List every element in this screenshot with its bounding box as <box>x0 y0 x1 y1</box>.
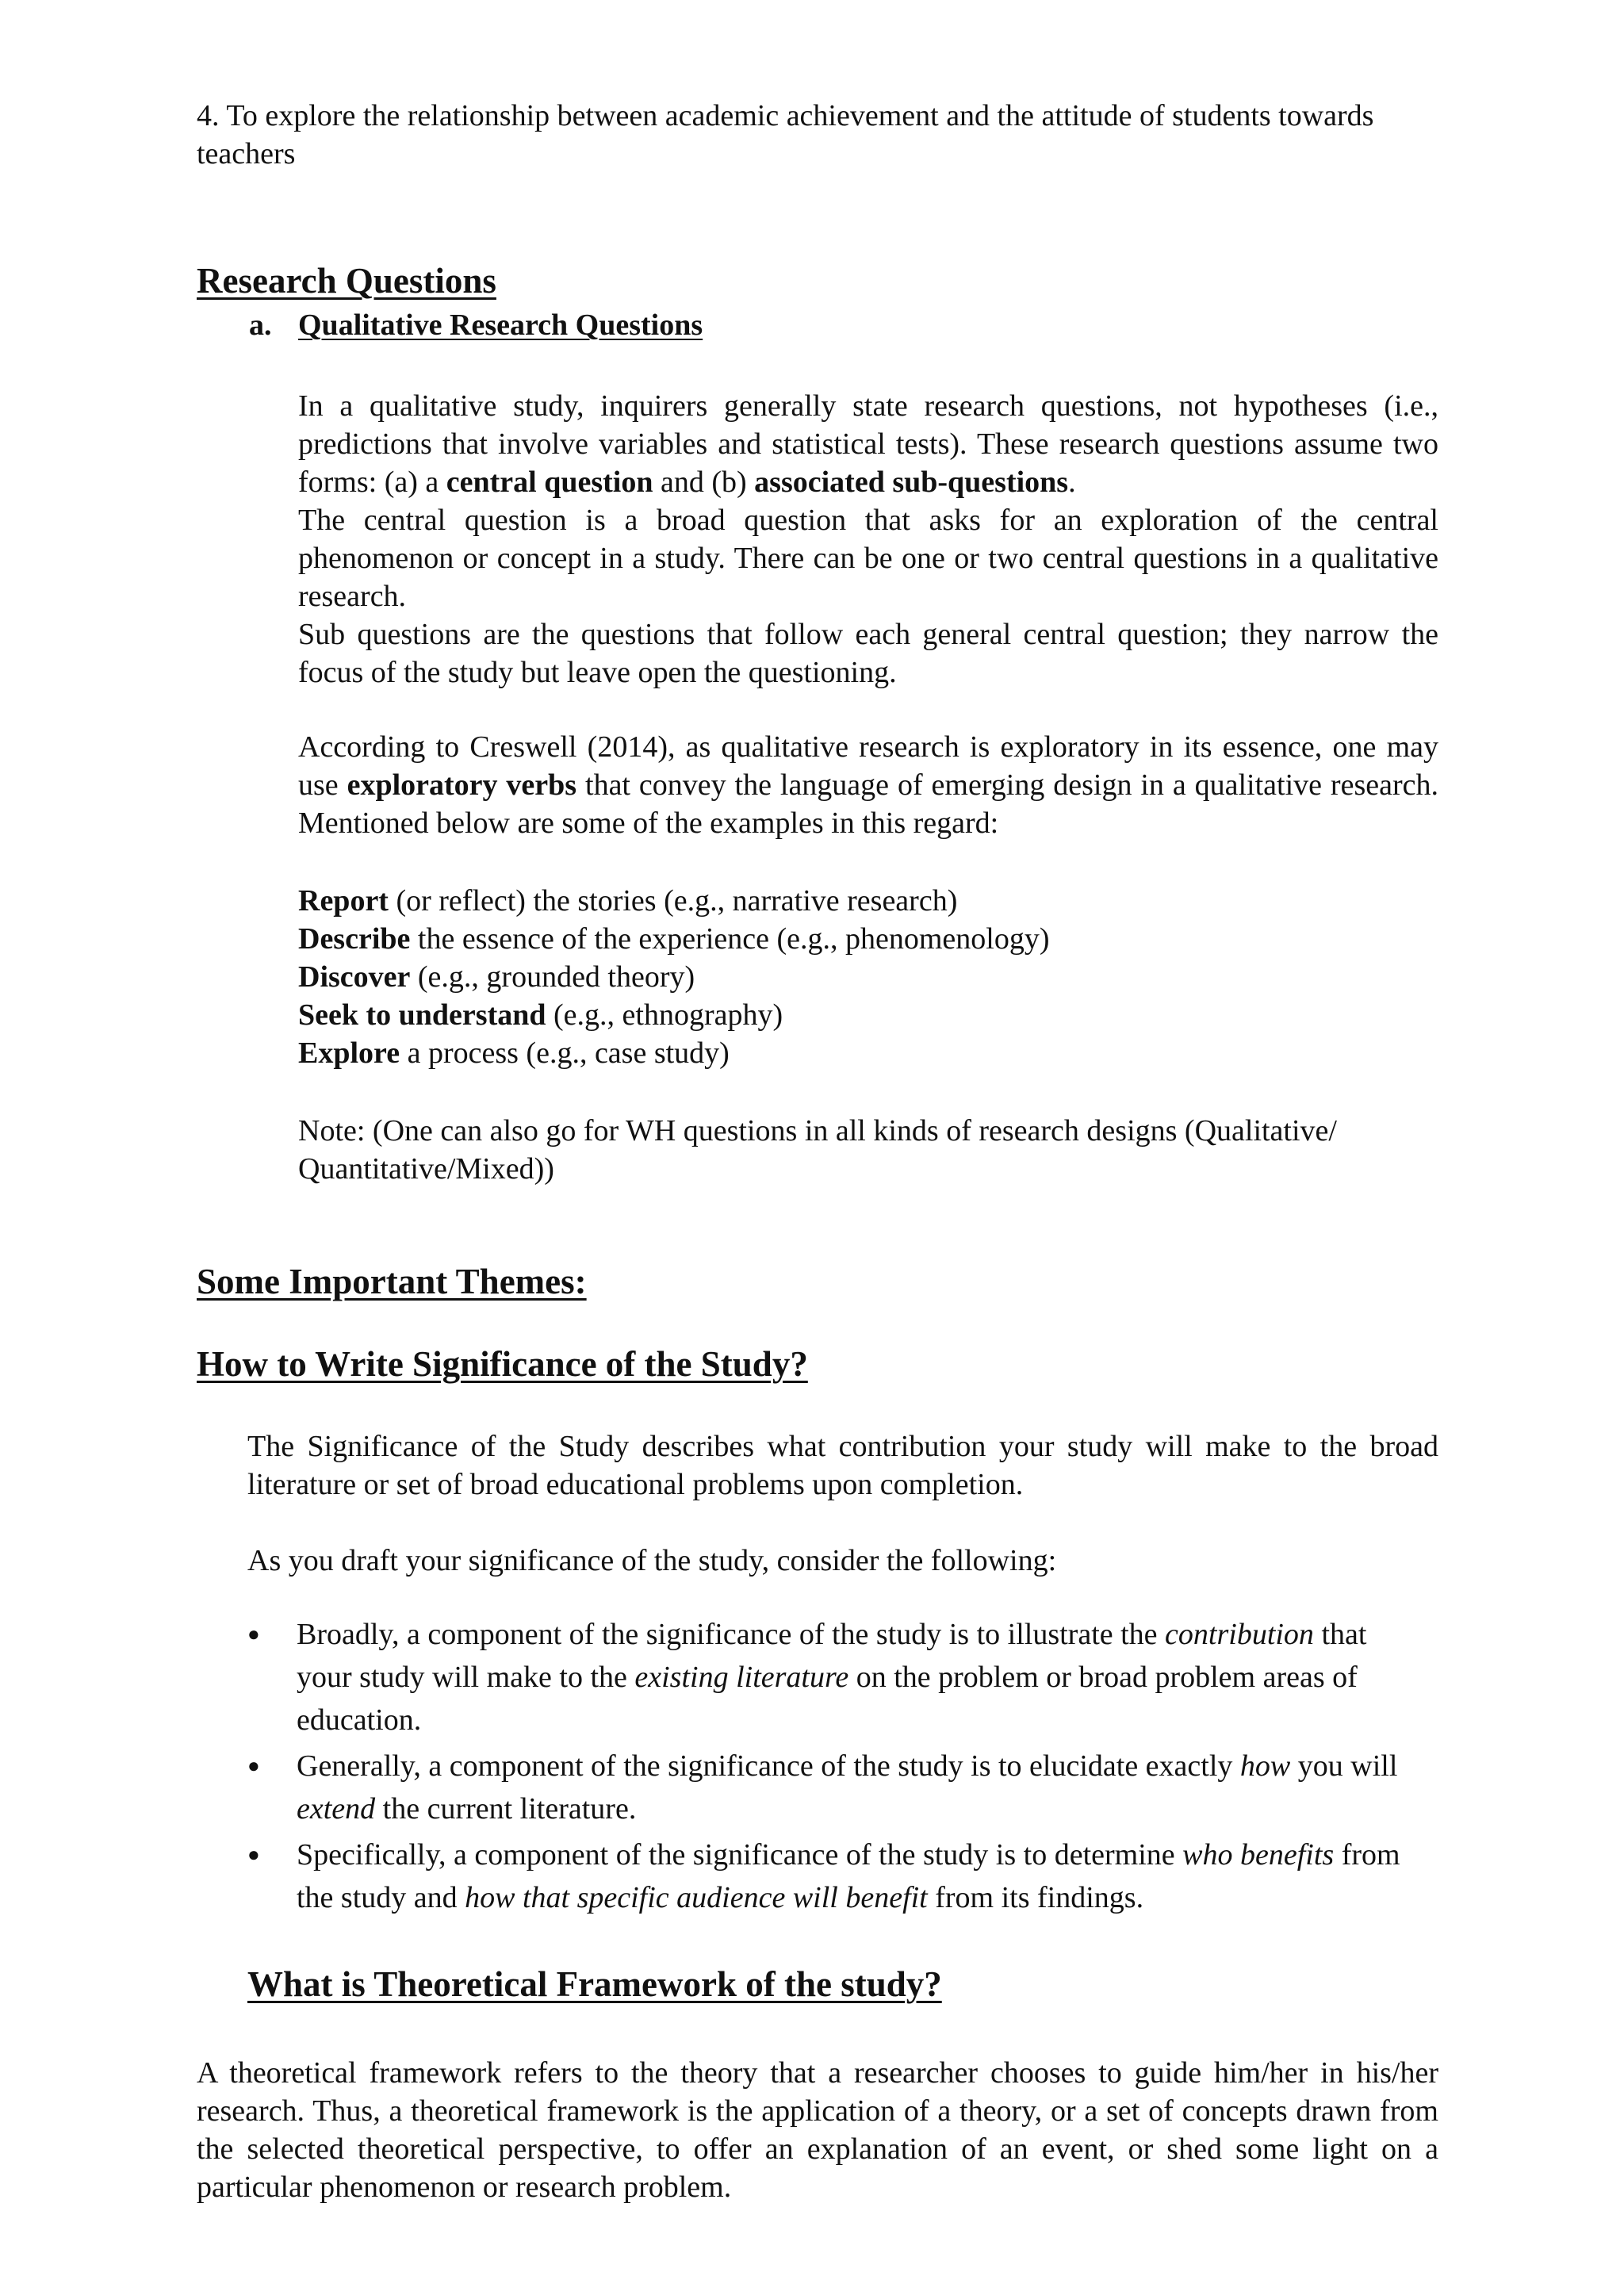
qualitative-marker: a. <box>249 308 272 342</box>
bullet-item <box>247 1745 1413 1830</box>
bullet-2-text-3: the current literature. <box>375 1792 637 1826</box>
significance-bullet-list <box>247 1613 1413 1922</box>
rq-p1-text-3: . <box>1068 466 1076 499</box>
bullet-3-text-1: Specifically, a component of the significance of the study is to determine <box>297 1838 1183 1872</box>
rq-p4-text-1: According to Creswell (2014), as qualitative research is exploratory in its essence, one may use <box>298 730 1438 802</box>
bullet-3-italic-2: how that specific audience will benefit <box>465 1881 928 1914</box>
objective-4: 4. To explore the relationship between academic achievement and the attitude of students towards teachers <box>197 99 1374 170</box>
significance-heading: How to Write Significance of the Study? <box>197 1344 808 1384</box>
significance-paragraph-1: The Significance of the Study describes what contribution your study will make to the broad literature or set of broad educational problems upon completion. <box>247 1430 1438 1501</box>
verb-rest: (e.g., grounded theory) <box>410 960 695 994</box>
exploratory-verbs-term: exploratory verbs <box>347 768 577 802</box>
bullet-2-text-2: you will <box>1290 1749 1398 1783</box>
verb-rest: the essence of the experience (e.g., phenomenology) <box>410 922 1050 956</box>
bullet-3-text-3: from its findings. <box>927 1881 1144 1914</box>
rq-paragraph-2: The central question is a broad question that asks for an exploration of the central phenomenon or concept in a study. There can be one or two central questions in a qualitative research. <box>298 504 1438 613</box>
verb-rest: (or reflect) the stories (e.g., narrative research) <box>388 884 958 918</box>
bullet-2-italic-1: how <box>1239 1749 1291 1783</box>
verb-term: Report <box>298 884 389 918</box>
bullet-1-text-3: on the problem or broad problem areas of education. <box>297 1661 1358 1737</box>
rq-p4-text-2: that convey the language of emerging design in a qualitative research. Mentioned below are some of the examples in this regard: <box>298 768 1438 840</box>
bullet-item <box>247 1833 1413 1919</box>
verb-item <box>298 958 1438 996</box>
bullet-1-text-1: Broadly, a component of the significance of the study is to illustrate the <box>297 1618 1166 1651</box>
rq-p1-text-1: In a qualitative study, inquirers generally state research questions, not hypotheses (i.e., predictions that involve variables and statistical tests). These research questions assume two forms: (a) a <box>298 389 1438 499</box>
bullet-1-italic-2: existing literature <box>634 1661 849 1694</box>
exploratory-verbs-list <box>298 882 1438 1072</box>
sub-questions-term: associated sub-questions <box>754 466 1069 499</box>
bullet-1-italic-1: contribution <box>1165 1618 1314 1651</box>
verb-item <box>298 996 1438 1034</box>
bullet-item <box>247 1613 1413 1741</box>
verb-item <box>298 882 1438 920</box>
wh-questions-note: Note: (One can also go for WH questions in all kinds of research designs (Qualitative/ Quantitative/Mixed)) <box>298 1114 1337 1186</box>
rq-paragraph-1 <box>298 387 1438 501</box>
bullet-dot-icon: ● <box>247 1843 260 1866</box>
bullet-1-text-2: that your study will make to the <box>297 1618 1367 1694</box>
bullet-3-italic-1: who benefits <box>1182 1838 1335 1872</box>
rq-paragraph-4 <box>298 728 1438 842</box>
research-questions-heading: Research Questions <box>197 261 496 301</box>
bullet-2-italic-2: extend <box>297 1792 376 1826</box>
rq-paragraph-3: Sub questions are the questions that follow each general central question; they narrow the focus of the study but leave open the questioning. <box>298 618 1438 689</box>
verb-term: Explore <box>298 1036 400 1070</box>
verb-term: Describe <box>298 922 411 956</box>
some-important-themes-heading: Some Important Themes: <box>197 1262 587 1301</box>
central-question-term: central question <box>446 466 653 499</box>
verb-term: Discover <box>298 960 411 994</box>
theoretical-framework-paragraph: A theoretical framework refers to the theory that a researcher chooses to guide him/her in his/her research. Thus, a theoretical framework is the application of a theory, or a set of concepts drawn from the selected theoretical perspective, to offer an explanation of an event, or shed some light on a particular phenomenon or research problem. <box>197 2056 1438 2204</box>
bullet-dot-icon: ● <box>247 1623 260 1646</box>
verb-rest: a process (e.g., case study) <box>400 1036 730 1070</box>
theoretical-framework-heading: What is Theoretical Framework of the study? <box>247 1964 942 2004</box>
bullet-3-text-2: from the study and <box>297 1838 1400 1914</box>
verb-item <box>298 920 1438 958</box>
rq-p1-text-2: and (b) <box>653 466 755 499</box>
verb-item <box>298 1034 1438 1072</box>
verb-rest: (e.g., ethnography) <box>546 998 783 1032</box>
bullet-2-text-1: Generally, a component of the significance of the study is to elucidate exactly <box>297 1749 1240 1783</box>
verb-term: Seek to understand <box>298 998 546 1032</box>
significance-paragraph-2: As you draft your significance of the study, consider the following: <box>247 1544 1057 1577</box>
qualitative-research-questions-heading: Qualitative Research Questions <box>298 308 703 342</box>
bullet-dot-icon: ● <box>247 1754 260 1777</box>
